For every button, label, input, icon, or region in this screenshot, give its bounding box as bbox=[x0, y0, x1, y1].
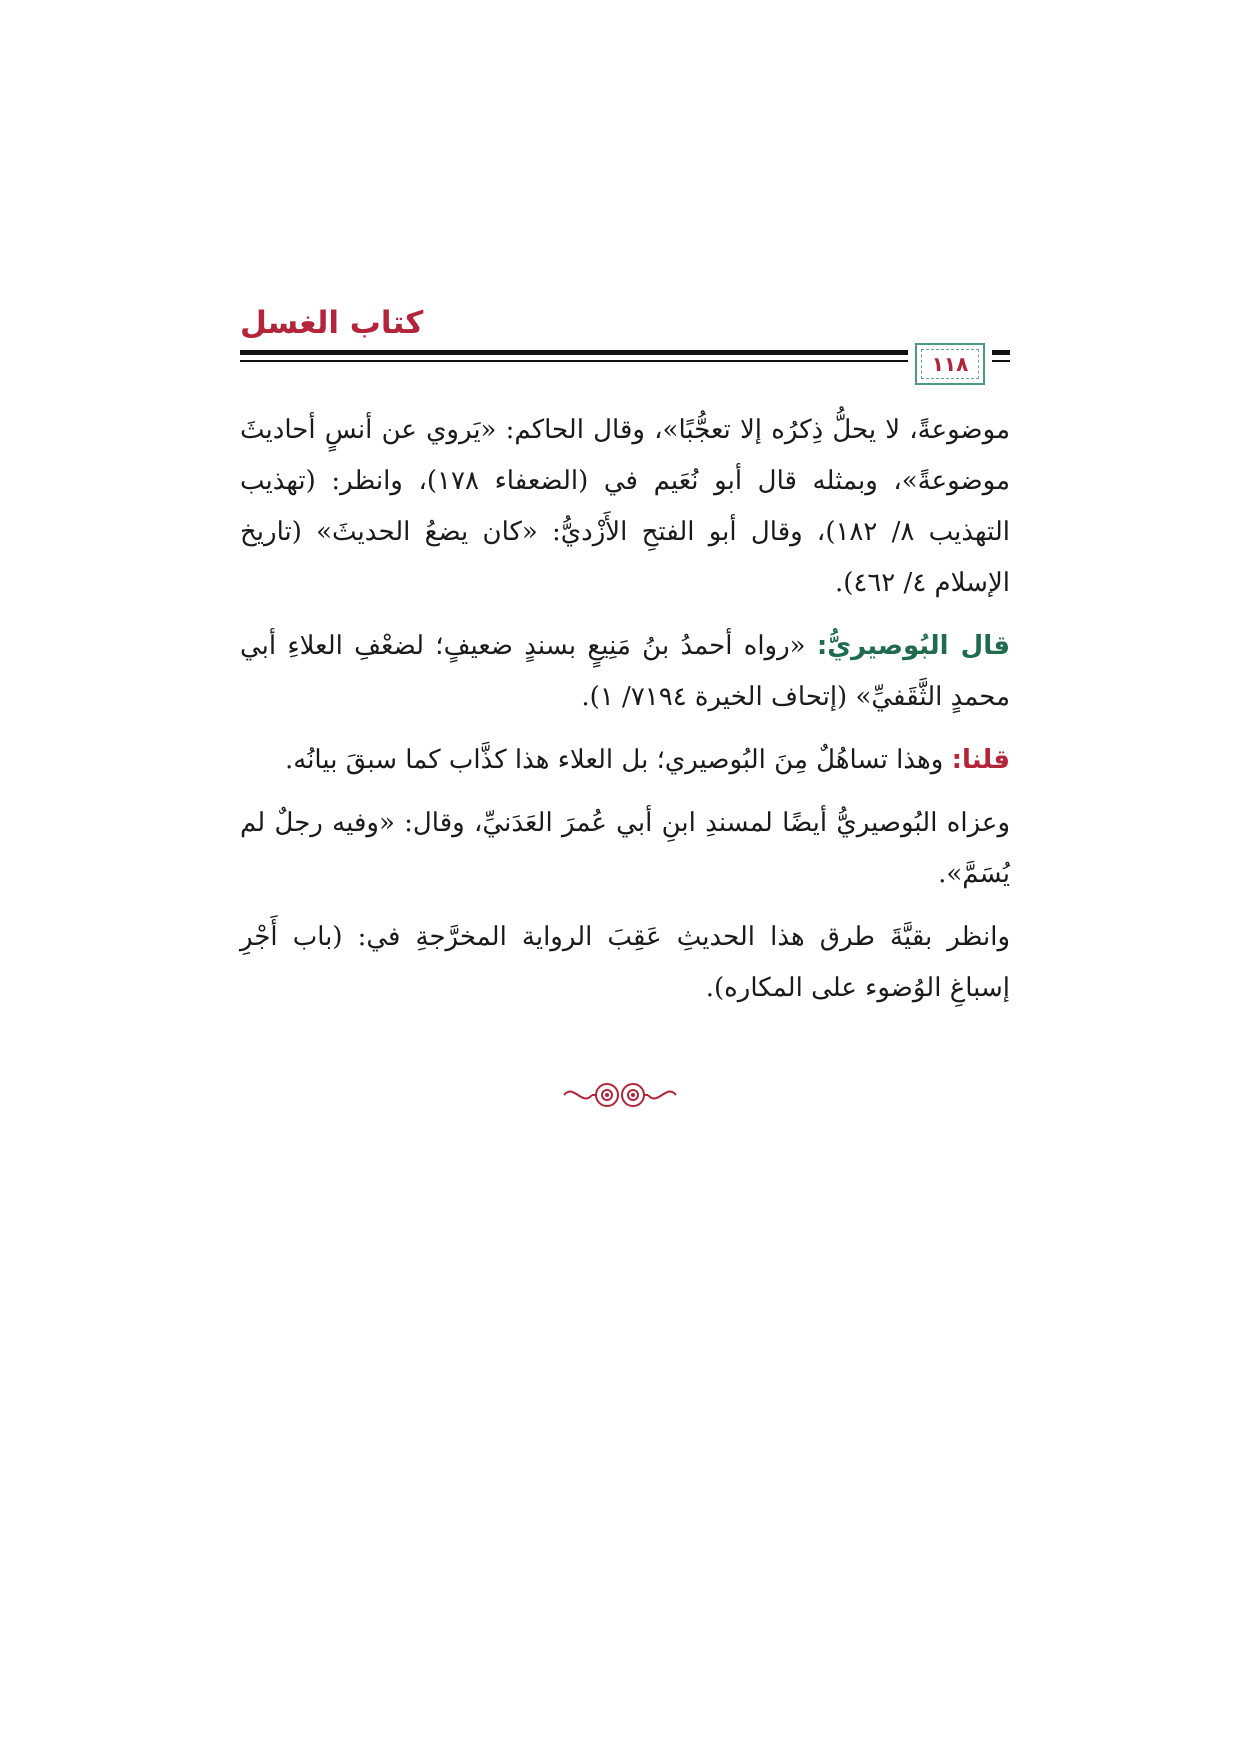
paragraph-2-text: «رواه أحمدُ بنُ مَنِيعٍ بسندٍ ضعيفٍ؛ لضعْفِ العلاءِ أبي محمدٍ الثَّقَفيِّ» (إتحاف الخيرة ٧١٩٤/ ١). bbox=[240, 631, 1010, 712]
paragraph-5 bbox=[240, 912, 1010, 1014]
paragraph-4 bbox=[240, 798, 1010, 900]
header-rule-right-thin bbox=[992, 360, 1010, 362]
section-end-ornament-icon bbox=[560, 1075, 680, 1115]
paragraph-1-text: موضوعةً، لا يحلُّ ذِكرُه إلا تعجُّبًا»، وقال الحاكم: «يَروي عن أنسٍ أحاديثَ موضوعةً»، وبمثله قال أبو نُعَيم في (الضعفاء ١٧٨)، وانظر: (تهذيب التهذيب ٨/ ١٨٢)، وقال أبو الفتحِ الأَزْديُّ: «كان يضعُ الحديثَ» (تاريخ الإسلام ٤/ ٤٦٢). bbox=[240, 415, 1011, 598]
paragraph-2-lead: قال البُوصيريُّ: bbox=[816, 631, 1010, 661]
paragraph-5-text: وانظر بقيَّةَ طرق هذا الحديثِ عَقِبَ الرواية المخرَّجةِ في: (باب أَجْرِ إسباغِ الوُضوء على المكاره). bbox=[240, 922, 1010, 1003]
header-rule-thick bbox=[240, 350, 1010, 355]
main-text bbox=[240, 405, 1010, 1026]
page-number: ١١٨ bbox=[921, 349, 979, 379]
page-number-frame bbox=[915, 343, 985, 385]
paragraph-3 bbox=[240, 735, 1010, 786]
paragraph-3-text: وهذا تساهُلٌ مِنَ البُوصيري؛ بل العلاء هذا كذَّاب كما سبقَ بيانُه. bbox=[284, 745, 952, 775]
paragraph-2 bbox=[240, 621, 1010, 723]
header-rule-thin bbox=[240, 360, 1010, 362]
page-header bbox=[240, 305, 1010, 385]
paragraph-4-text: وعزاه البُوصيريُّ أيضًا لمسندِ ابنِ أبي عُمرَ العَدَنيِّ، وقال: «وفيه رجلٌ لم يُسَمَّ». bbox=[240, 808, 1010, 889]
paragraph-1 bbox=[240, 405, 1010, 609]
header-rule-right-thick bbox=[992, 350, 1010, 355]
paragraph-3-lead: قلنا: bbox=[951, 745, 1010, 775]
chapter-title: كتاب الغسل bbox=[240, 305, 424, 341]
